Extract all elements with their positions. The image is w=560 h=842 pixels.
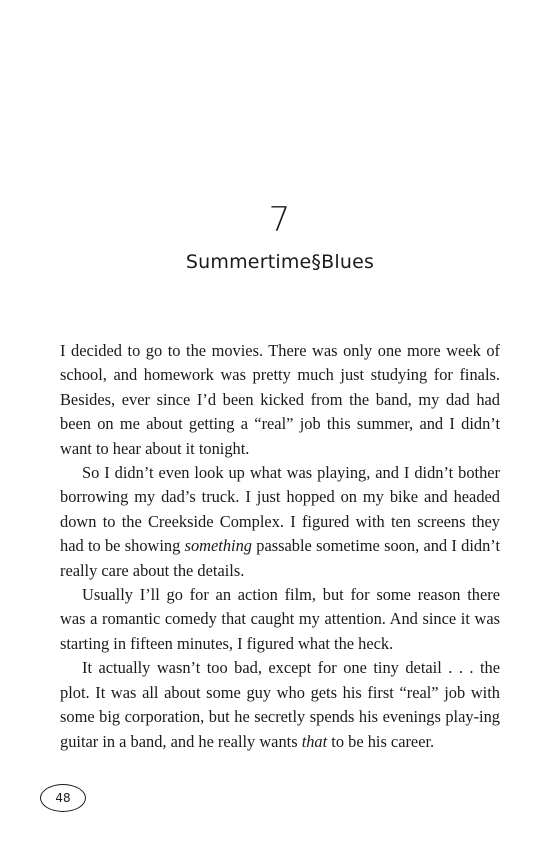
text-run: passable sometime soon, and I didn’t really care about the details. (60, 536, 501, 580)
text-run: So I didn’t even look up what was playing, and I didn’t bother borrowing my dad’s truck. I just hopped on my bike and headed down to the Creekside Complex. I figured with ten screens they had to be showing (60, 463, 500, 556)
italic-text: that (301, 731, 328, 751)
italic-text: something (184, 536, 252, 556)
paragraph (60, 339, 500, 461)
chapter-number: 7 (268, 200, 292, 240)
text-run: Usually I’ll go for an action film, but for some reason there was a romantic comedy that caught my attention. And since it was starting in fifteen minutes, I figured what the heck. (60, 585, 500, 653)
chapter-title: Summertime§Blues (185, 251, 375, 273)
text-run: It actually wasn’t too bad, except for one tiny detail . . . the plot. It was all about some guy who gets his first “real” job with some big corporation, but he secretly spends his evenings play-ing guitar in a band, and he really wants (60, 658, 500, 751)
page-number: 48 (55, 791, 71, 805)
paragraph (60, 656, 500, 754)
text-run: to be his career. (327, 731, 435, 751)
paragraph (60, 583, 500, 656)
paragraph (60, 461, 500, 583)
body-text (60, 339, 500, 754)
text-run: I decided to go to the movies. There was only one more week of school, and homework was pretty much just studying for finals. Besides, ever since I’d been kicked from the band, my dad had been on me about getting a “real” job this summer, and I didn’t want to hear about it tonight. (60, 341, 500, 458)
page-number-oval (40, 784, 86, 812)
